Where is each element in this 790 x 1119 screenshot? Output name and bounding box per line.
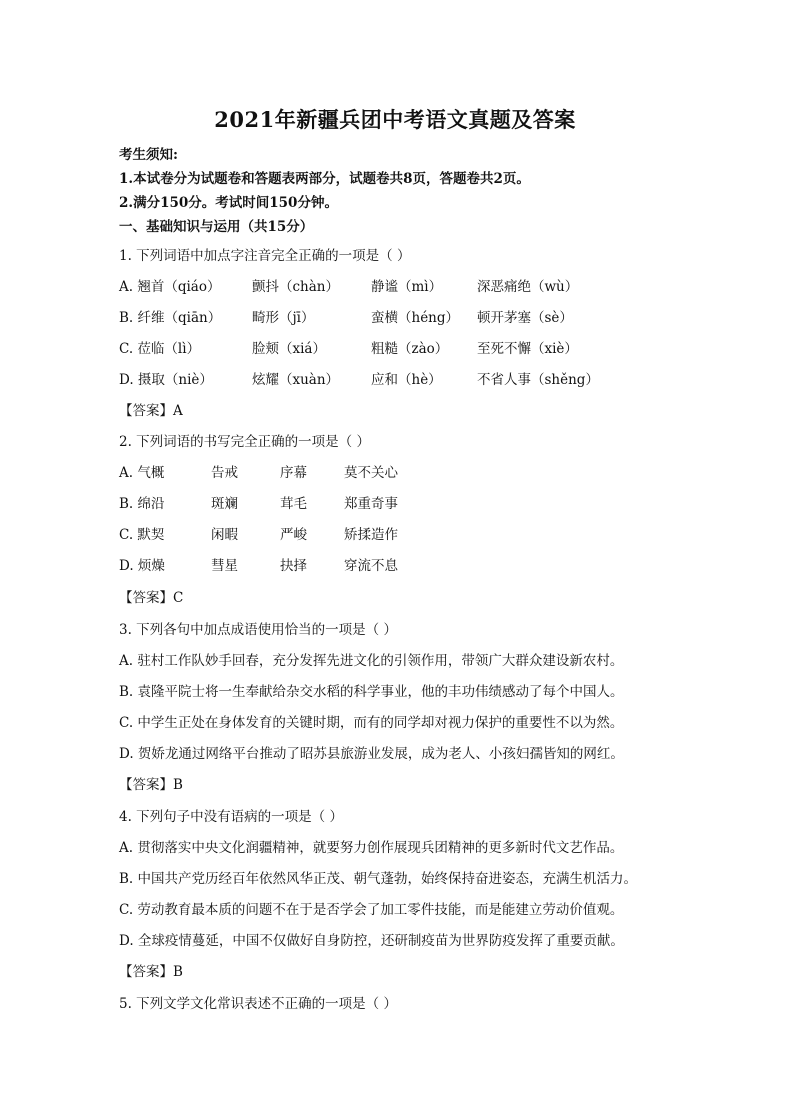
question-4-option-c: C. 劳动教育最本质的问题不在于是否学会了加工零件技能，而是能建立劳动价值观。: [119, 902, 624, 918]
option-word: 茸毛: [280, 496, 307, 512]
option-word: 至死不懈（xiè）: [477, 341, 578, 357]
option-word: 颤抖（chàn）: [252, 279, 339, 295]
option-word: B. 纤维（qiān）: [119, 310, 222, 326]
question-5-stem: 5. 下列文学文化常识表述不正确的一项是（ ）: [119, 996, 397, 1012]
option-word: 畸形（jī）: [252, 310, 315, 326]
question-2-answer: 【答案】C: [119, 590, 184, 606]
question-4-answer: 【答案】B: [119, 964, 183, 980]
option-word: 顿开茅塞（sè）: [477, 310, 573, 326]
question-3-stem: 3. 下列各句中加点成语使用恰当的一项是（ ）: [119, 622, 397, 638]
notice-heading: 考生须知:: [119, 147, 178, 163]
option-word: 脸颊（xiá）: [252, 341, 326, 357]
question-3-option-c: C. 中学生正处在身体发育的关键时期，而有的同学却对视力保护的重要性不以为然。: [119, 715, 624, 731]
option-word: 矫揉造作: [344, 527, 398, 543]
section-heading: 一、基础知识与运用（共15分）: [119, 219, 314, 235]
option-word: 郑重奇事: [344, 496, 398, 512]
question-3-option-a: A. 驻村工作队妙手回春，充分发挥先进文化的引领作用，带领广大群众建设新农村。: [119, 653, 624, 669]
option-word: 闲暇: [211, 527, 238, 543]
option-word: C. 默契: [119, 527, 165, 543]
option-word: D. 烦燥: [119, 558, 165, 574]
notice-line-1: 1.本试卷分为试题卷和答题表两部分，试题卷共8页，答题卷共2页。: [119, 171, 530, 187]
notice-line-2: 2.满分150分。考试时间150分钟。: [119, 195, 338, 211]
option-word: 深恶痛绝（wù）: [477, 279, 579, 295]
question-1-answer: 【答案】A: [119, 403, 183, 419]
option-word: 静谧（mì）: [371, 279, 443, 295]
option-word: 告戒: [211, 465, 238, 481]
option-word: A. 翘首（qiáo）: [119, 279, 221, 295]
option-word: 抉择: [280, 558, 307, 574]
question-3-option-d: D. 贺娇龙通过网络平台推动了昭苏县旅游业发展，成为老人、小孩妇孺皆知的网红。: [119, 746, 624, 762]
question-4-stem: 4. 下列句子中没有语病的一项是（ ）: [119, 809, 343, 825]
option-word: 莫不关心: [344, 465, 398, 481]
question-4-option-b: B. 中国共产党历经百年依然风华正茂、朝气蓬勃，始终保持奋进姿态，充满生机活力。: [119, 871, 638, 887]
option-word: 不省人事（shěng）: [477, 372, 599, 388]
option-word: 应和（hè）: [371, 372, 442, 388]
option-word: 穿流不息: [344, 558, 398, 574]
question-2-stem: 2. 下列词语的书写完全正确的一项是（ ）: [119, 434, 370, 450]
option-word: 炫耀（xuàn）: [252, 372, 340, 388]
question-4-option-a: A. 贯彻落实中央文化润疆精神，就要努力创作展现兵团精神的更多新时代文艺作品。: [119, 840, 624, 856]
option-word: 序幕: [280, 465, 307, 481]
option-word: 严峻: [280, 527, 307, 543]
option-word: C. 莅临（lì）: [119, 341, 201, 357]
option-word: 斑斓: [211, 496, 238, 512]
question-1-stem: 1. 下列词语中加点字注音完全正确的一项是（ ）: [119, 248, 411, 264]
page-title: 2021年新疆兵团中考语文真题及答案: [214, 107, 576, 132]
question-4-option-d: D. 全球疫情蔓延，中国不仅做好自身防控，还研制疫苗为世界防疫发挥了重要贡献。: [119, 933, 624, 949]
question-3-option-b: B. 袁隆平院士将一生奉献给杂交水稻的科学事业，他的丰功伟绩感动了每个中国人。: [119, 684, 624, 700]
option-word: D. 摄取（niè）: [119, 372, 213, 388]
question-3-answer: 【答案】B: [119, 777, 183, 793]
option-word: A. 气概: [119, 465, 165, 481]
option-word: 彗星: [211, 558, 238, 574]
option-word: 蛮横（héng）: [371, 310, 460, 326]
option-word: B. 绵沿: [119, 496, 165, 512]
option-word: 粗糙（zào）: [371, 341, 449, 357]
